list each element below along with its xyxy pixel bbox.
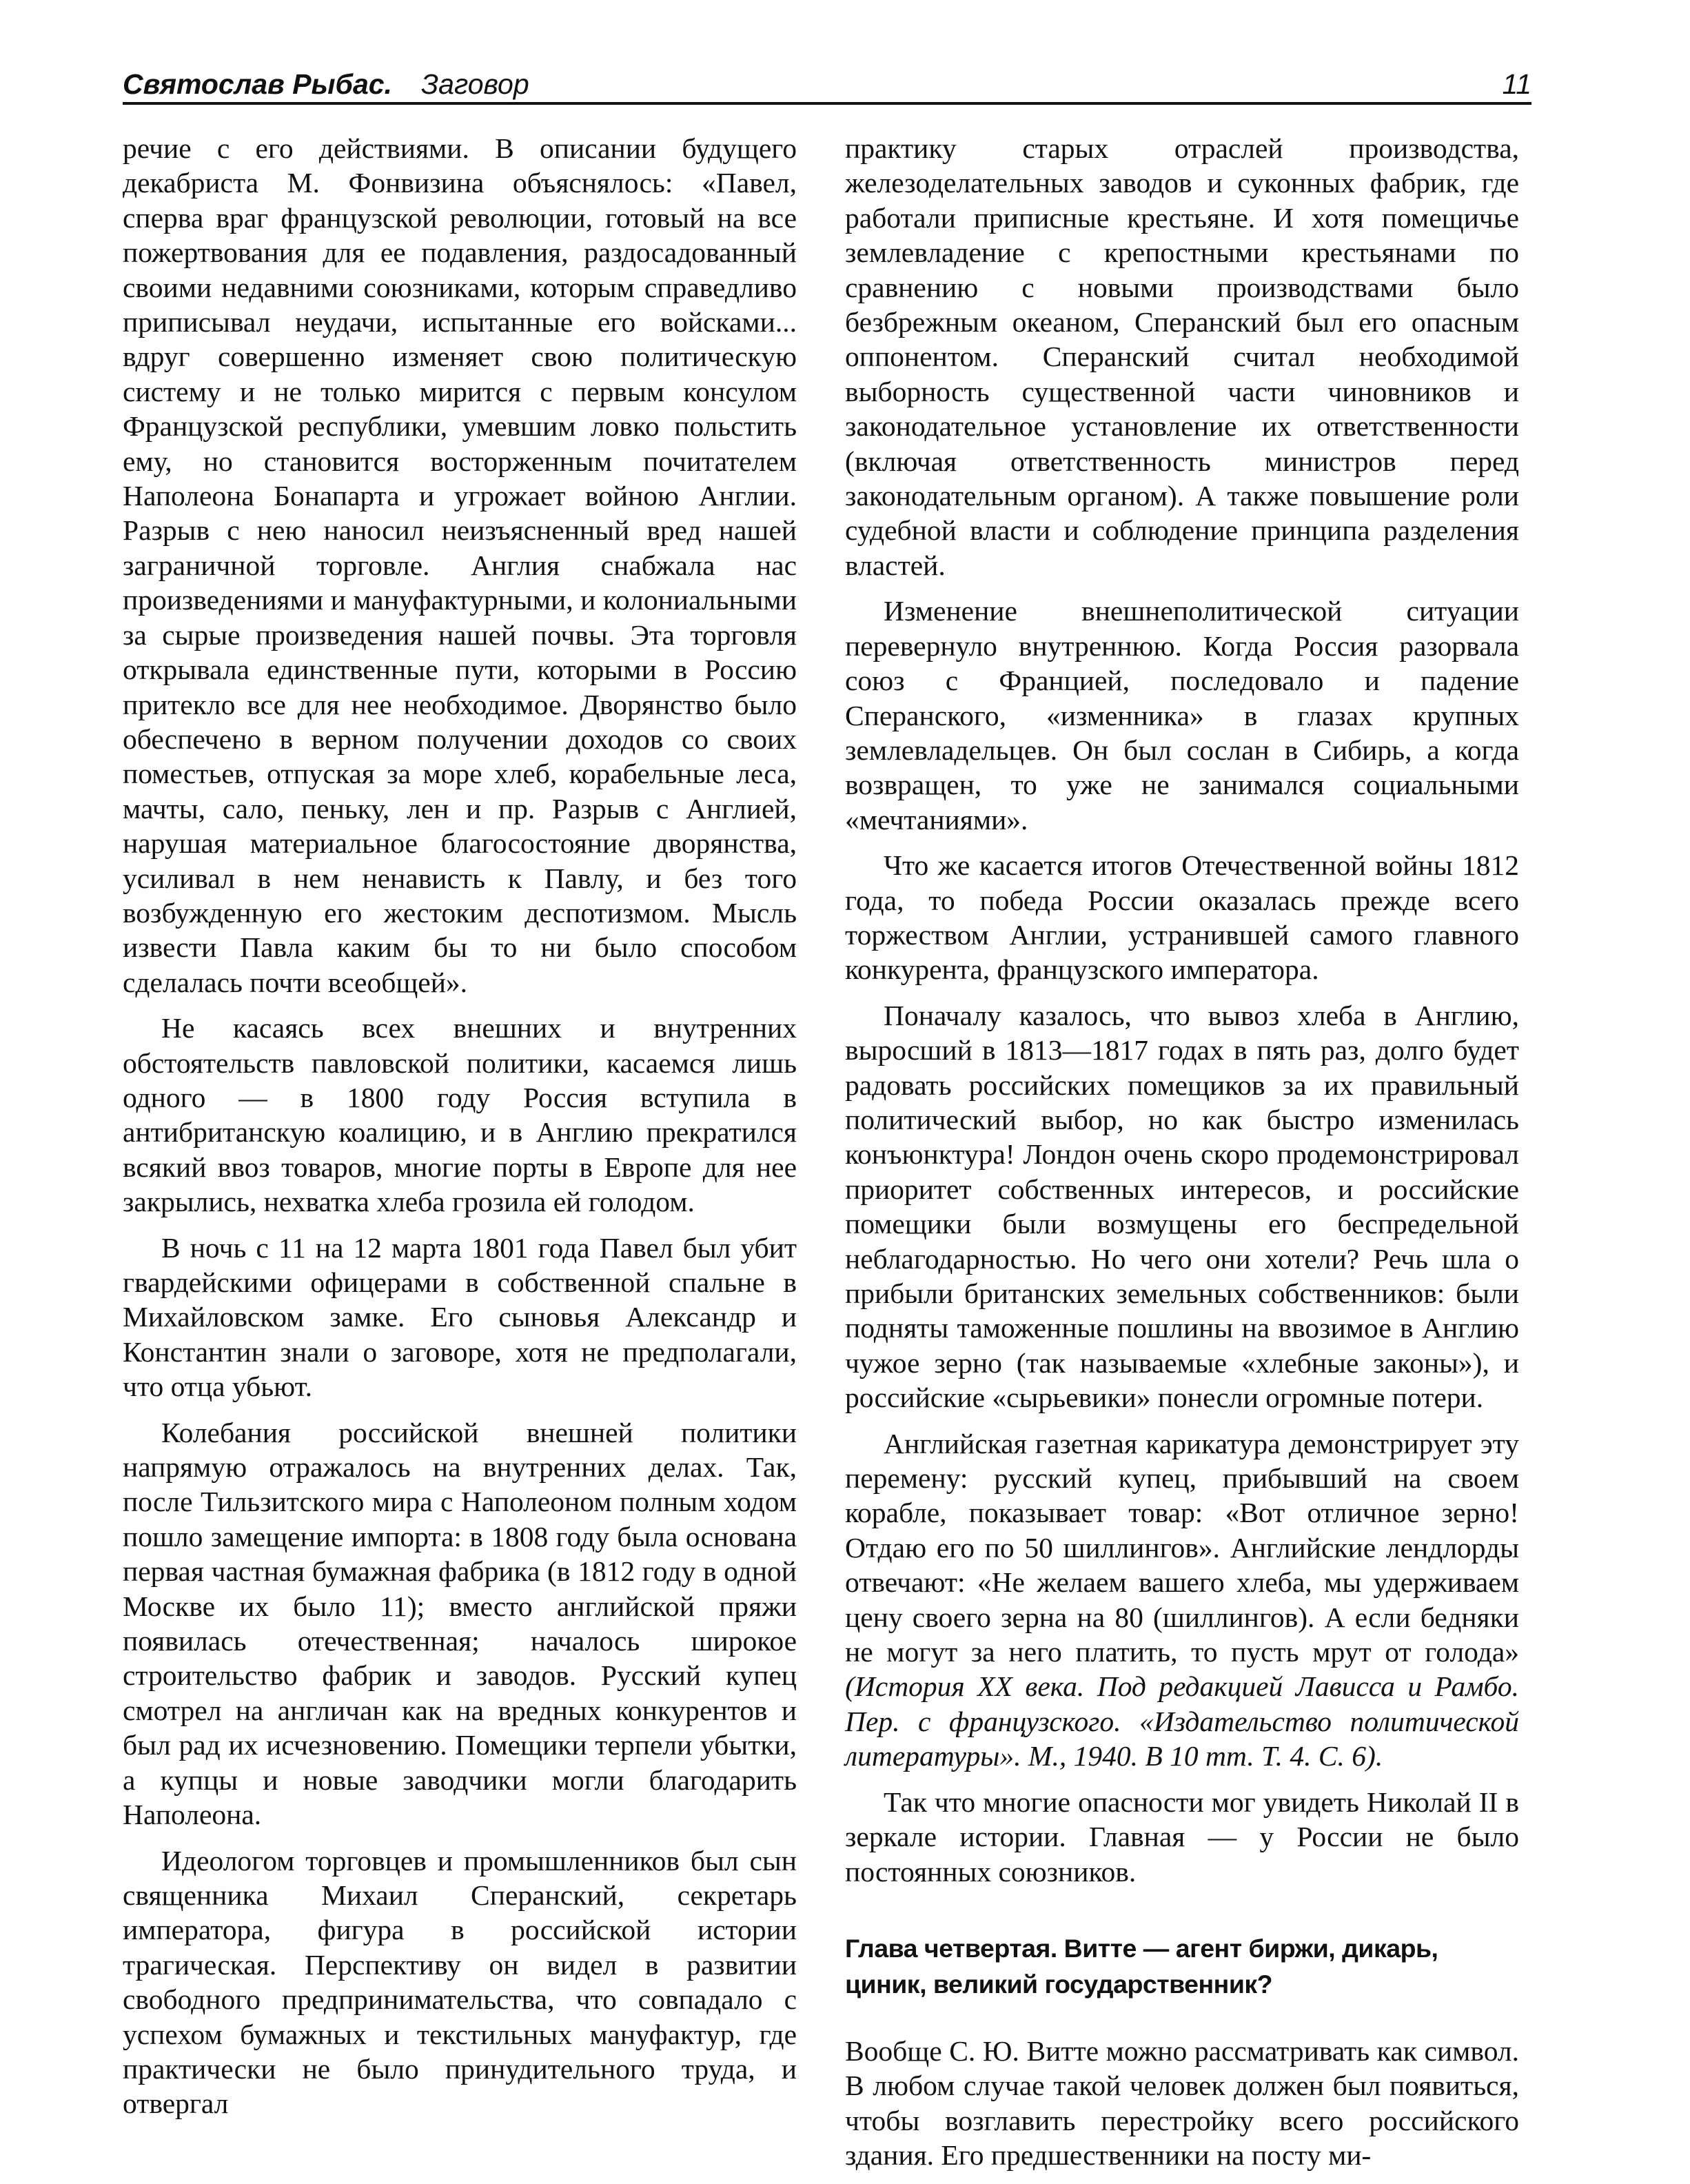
- citation: (История XX века. Под редакцией Лависса и Рамбо. Пер. с французского. «Издательство политической литературы». М., 1940. В 10 тт. Т. 4. С. 6).: [845, 1670, 1519, 1772]
- paragraph: Идеологом торговцев и промышленников был сын священника Михаил Сперанский, секретарь императора, фигура в российской истории трагическая. Перспективу он видел в развитии свободного предпринимательства, что совпадало с успехом бумажных и текстильных мануфактур, где практически не было принудительного труда, и отвергал: [123, 1844, 797, 2120]
- chapter-heading: Глава четвертая. Витте — агент биржи, дикарь, циник, великий государственник?: [845, 1933, 1438, 1999]
- paragraph: Что же касается итогов Отечественной войны 1812 года, то победа России оказалась прежде всего торжеством Англии, устранившей самого главного конкурента, французского императора.: [845, 849, 1519, 986]
- paragraph: Вообще С. Ю. Витте можно рассматривать как символ. В любом случае такой человек должен был появиться, чтобы возглавить перестройку всего российского здания. Его предшественники на посту ми-: [845, 2034, 1519, 2172]
- header-title: Заговор: [421, 68, 529, 100]
- paragraph-text: Английская газетная карикатура демонстрирует эту перемену: русский купец, прибывший на своем корабле, показывает товар: «Вот отличное зерно! Отдаю его по 50 шиллингов». Английские лендлорды отвечают: «Не желаем вашего хлеба, мы удерживаем цену своего зерна на 80 (шиллингов). А если бедняки не могут за него платить, то пусть мрут от голода»: [845, 1427, 1519, 1668]
- paragraph: [845, 1426, 1519, 1774]
- left-column: [123, 131, 797, 2132]
- page-number: 11: [1502, 68, 1531, 100]
- paragraph: речие с его действиями. В описании будущего декабриста М. Фонвизина объяснялось: «Павел, сперва враг французской революции, готовый на все пожертвования для ее подавления, раздосадованный своими недавними союзниками, которым справедливо приписывал неудачи, испытанные его войсками... вдруг совершенно изменяет свою политическую систему и не только мирится с первым консулом Французской республики, умевшим ловко польстить ему, но становится восторженным почитателем Наполеона Бонапарта и угрожает войною Англии. Разрыв с нею наносил неизъясненный вред нашей заграничной торговле. Англия снабжала нас произведениями и мануфактурными, и колониальными за сырые произведения нашей почвы. Эта торговля открывала единственные пути, которыми в Россию притекло все для нее необходимое. Дворянство было обеспечено в верном получении доходов со своих поместьев, отпуская за море хлеб, корабельные леса, мачты, сало, пеньку, лен и пр. Разрыв с Англией, нарушая материальное благосостояние дворянства, усиливал в нем ненависть к Павлу, и без того возбужденную его жестоким деспотизмом. Мысль извести Павла каким бы то ни было способом сделалась почти всеобщей».: [123, 132, 797, 998]
- paragraph: Колебания российской внешней политики напрямую отражалось на внутренних делах. Так, после Тильзитского мира с Наполеоном полным ходом пошло замещение импорта: в 1808 году была основана первая частная бумажная фабрика (в 1812 году в одной Москве их было 11); вместо английской пряжи появилась отечественная; началось широкое строительство фабрик и заводов. Русский купец смотрел на англичан как на вредных конкурентов и был рад их исчезновению. Помещики терпели убытки, а купцы и новые заводчики могли благодарить Наполеона.: [123, 1416, 797, 1831]
- paragraph: В ночь с 11 на 12 марта 1801 года Павел был убит гвардейскими офицерами в собственной спальне в Михайловском замке. Его сыновья Александр и Константин знали о заговоре, хотя не предполагали, что отца убьют.: [123, 1231, 797, 1403]
- paragraph: Так что многие опасности мог увидеть Николай II в зеркале истории. Главная — у России не было постоянных союзников.: [845, 1786, 1519, 1888]
- right-column: [845, 131, 1519, 2184]
- paragraph: Не касаясь всех внешних и внутренних обстоятельств павловской политики, касаемся лишь одного — в 1800 году Россия вступила в антибританскую коалицию, и в Англию прекратился всякий ввоз товаров, многие порты в Европе для нее закрылись, нехватка хлеба грозила ей голодом.: [123, 1012, 797, 1218]
- running-header: [123, 58, 1531, 105]
- header-author: Святослав Рыбас.: [123, 68, 392, 100]
- paragraph: Изменение внешнеполитической ситуации перевернуло внутреннюю. Когда Россия разорвала союз с Францией, последовало и падение Сперанского, «изменника» в глазах крупных землевладельцев. Он был сослан в Сибирь, а когда возвращен, то уже не занимался социальными «мечтаниями».: [845, 595, 1519, 836]
- paragraph: практику старых отраслей производства, железоделательных заводов и суконных фабрик, где работали приписные крестьяне. И хотя помещичье землевладение с крепостными крестьянами по сравнению с новыми производствами было безбрежным океаном, Сперанский был его опасным оппонентом. Сперанский считал необходимой выборность существенной части чиновников и законодательное установление их ответственности (включая ответственность министров перед законодательным органом). А также повышение роли судебной власти и соблюдение принципа разделения властей.: [845, 132, 1519, 581]
- paragraph: Поначалу казалось, что вывоз хлеба в Англию, выросший в 1813—1817 годах в пять раз, долго будет радовать российских помещиков за их правильный политический выбор, но как быстро изменилась конъюнктура! Лондон очень скоро продемонстрировал приоритет собственных интересов, и российские помещики были возмущены его беспредельной неблагодарностью. Но чего они хотели? Речь шла о прибыли британских земельных собственников: были подняты таможенные пошлины на ввозимое в Англию чужое зерно (так называемые «хлебные законы»), и российские «сырьевики» понесли огромные потери.: [845, 999, 1519, 1414]
